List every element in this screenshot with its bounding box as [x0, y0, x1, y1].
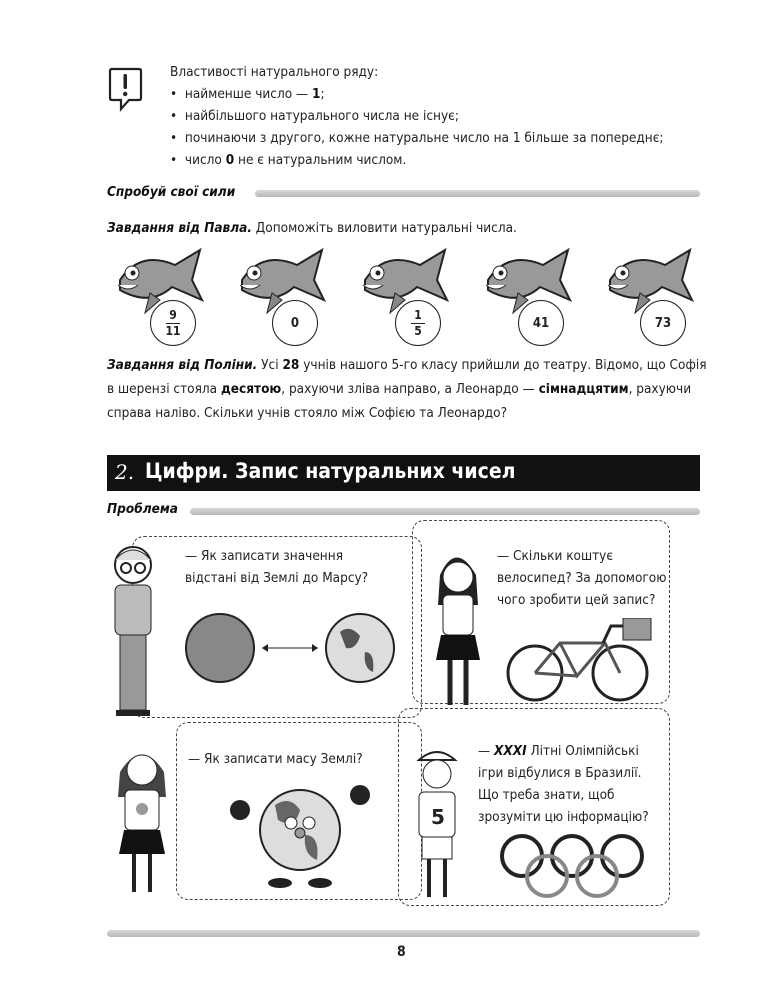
boy-illustration [100, 540, 170, 720]
bubble-bicycle: — Скільки коштує велосипед? За допомогою чого зробити цей запис? [497, 548, 667, 608]
boy-2-illustration [405, 742, 475, 907]
try-heading: Спробуй свої сили [107, 184, 236, 200]
section-header [107, 455, 700, 491]
notice-item: • починаючи з другого, кожне натуральне число на 1 більше за попереднє; [170, 130, 664, 146]
task-polina-line: Завдання від Поліни. Усі 28 учнів нашого 5-го класу прийшли до театру. Відомо, що Софія [107, 357, 707, 373]
earth-mars-illustration [180, 612, 420, 687]
girl-illustration [428, 545, 498, 715]
bicycle-illustration [505, 618, 655, 703]
task-pavlo: Завдання від Павла. Допоможіть виловити натуральні числа. [107, 220, 517, 236]
page-number: 8 [397, 944, 406, 960]
fish-number[interactable]: 73 [640, 300, 686, 346]
footer-divider [107, 930, 700, 937]
notice-item: • найменше число — 1; [170, 86, 325, 102]
problem-heading: Проблема [107, 501, 178, 517]
bubble-olympics: — XXXI Літні Олімпійські ігри відбулися в Бразилії. Що треба знати, щоб зрозуміти цю інформацію? [478, 743, 649, 825]
fish-number[interactable]: $\frac{9}{11}$ [150, 300, 196, 346]
fish-number[interactable]: 0 [272, 300, 318, 346]
task-polina-line: справа наліво. Скільки учнів стояло між Софією та Леонардо? [107, 405, 508, 421]
olympic-rings-icon [500, 832, 645, 900]
divider [190, 508, 700, 515]
bubble-earth-mass: — Як записати масу Землі? [188, 751, 363, 767]
bubble-mars: — Як записати значення відстані від Землі до Марсу? [185, 548, 369, 586]
exclamation-speech-icon [107, 66, 143, 112]
notice-title: Властивості натурального ряду: [170, 64, 379, 80]
divider [255, 190, 700, 197]
section-number: 2. [115, 460, 135, 484]
earth-character-illustration [225, 775, 375, 890]
fish-number[interactable]: 41 [518, 300, 564, 346]
girl-2-illustration [112, 742, 177, 897]
section-title: Цифри. Запис натуральних чисел [145, 459, 516, 483]
notice-item: • найбільшого натурального числа не існує; [170, 108, 459, 124]
task-polina-line: в шерензі стояла десятою, рахуючи зліва направо, а Леонардо — сімнадцятим, рахуючи [107, 381, 692, 397]
fish-number[interactable]: $\frac{1}{5}$ [395, 300, 441, 346]
notice-item: • число 0 не є натуральним числом. [170, 152, 407, 168]
svg-text:5: 5 [431, 805, 445, 829]
